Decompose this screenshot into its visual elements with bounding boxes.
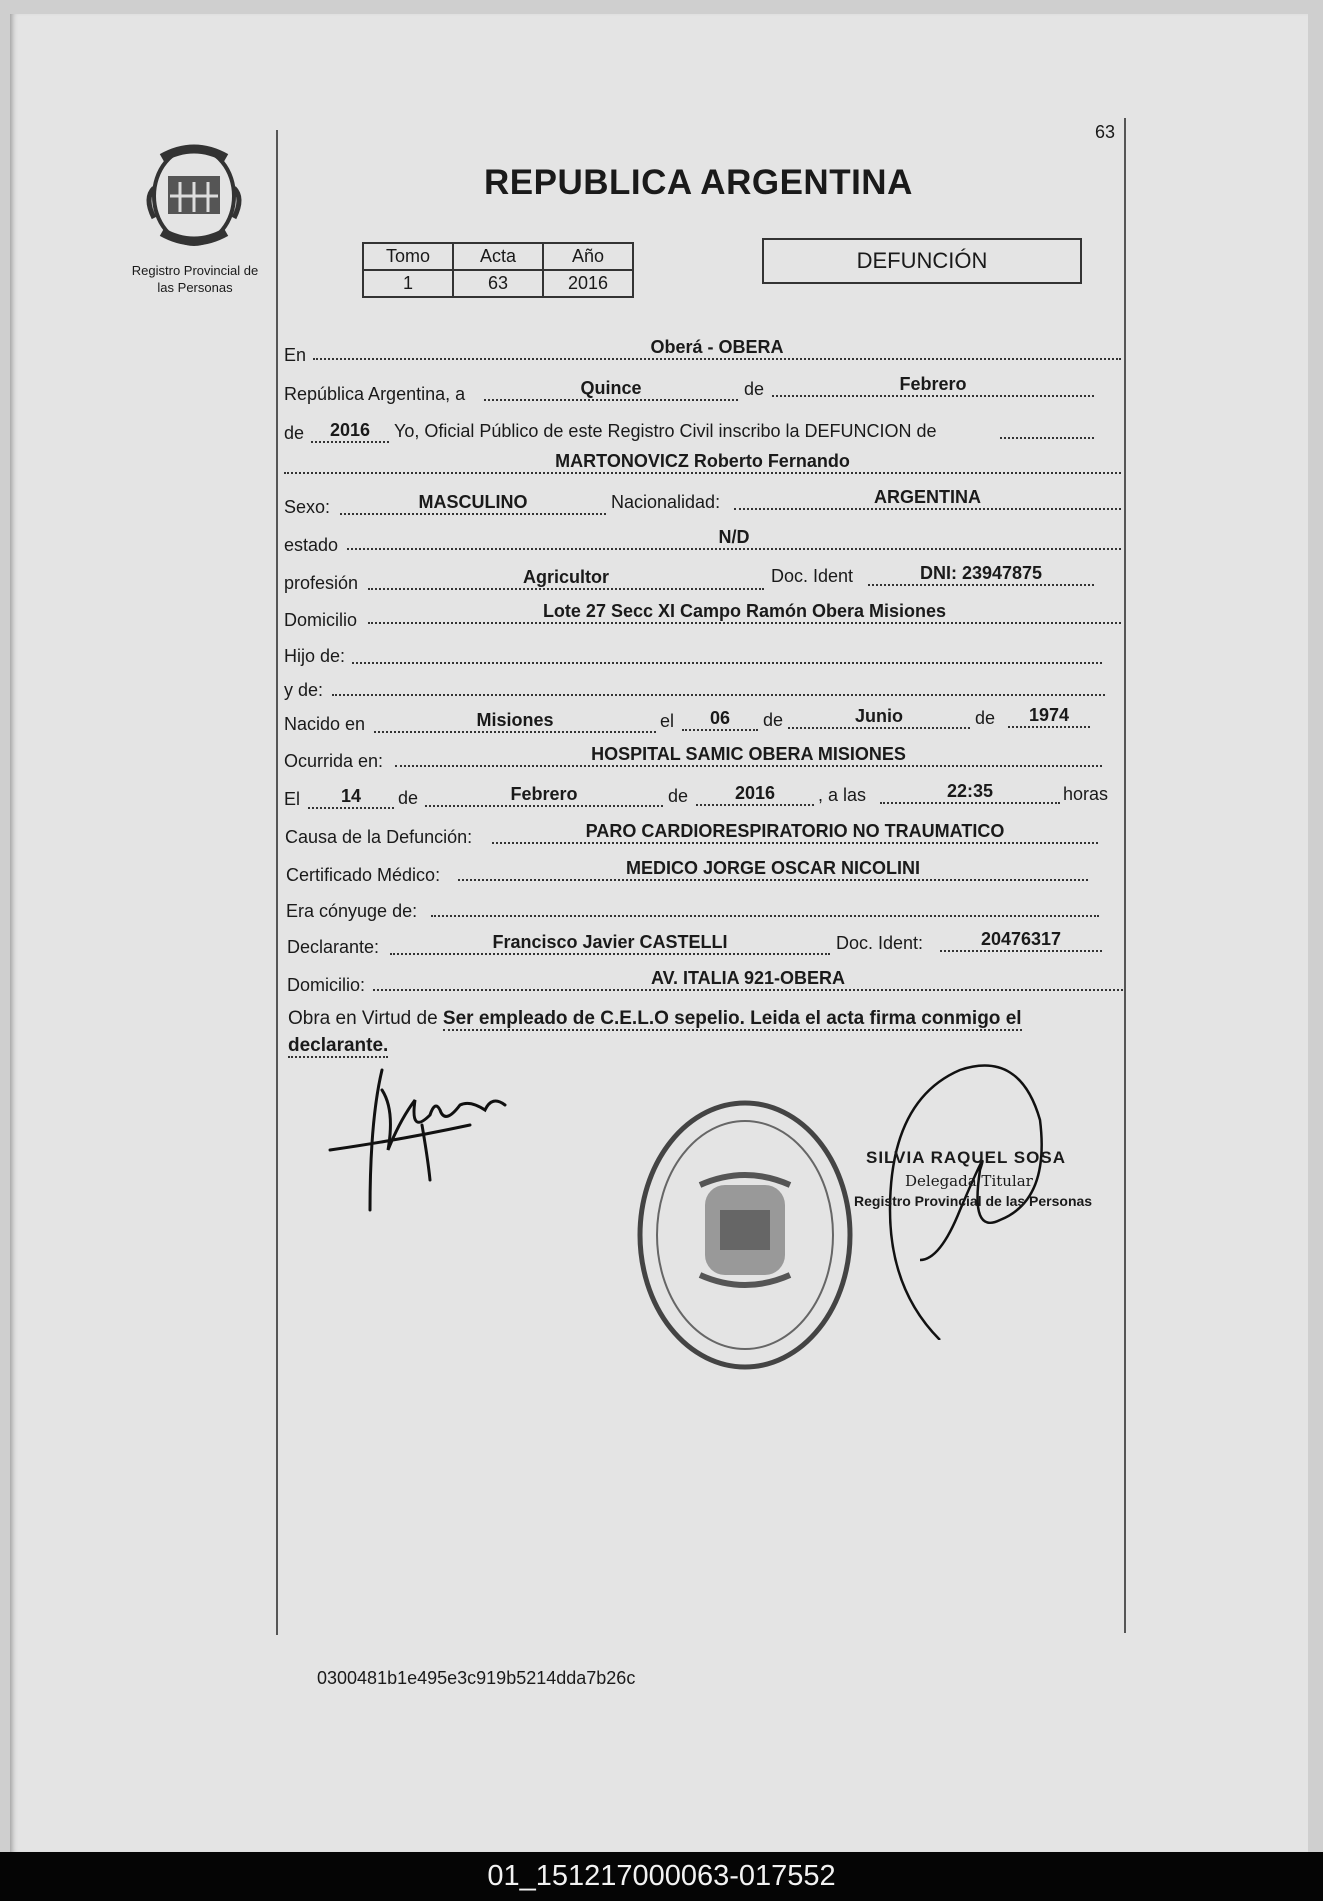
table-value-acta: 63 <box>453 270 543 297</box>
footer-id: 01_151217000063-017552 <box>0 1852 1323 1901</box>
label-de-death-month: de <box>398 788 419 808</box>
field-declarant: Francisco Javier CASTELLI <box>390 931 830 955</box>
label-doc-ident-declarant: Doc. Ident: <box>836 933 924 953</box>
declarant-signature <box>320 1040 520 1220</box>
document-hash: 0300481b1e495e3c919b5214dda7b26c <box>317 1668 636 1688</box>
field-profession: Agricultor <box>368 566 764 590</box>
field-father <box>352 640 1102 664</box>
page-number: 63 <box>1095 122 1116 142</box>
label-en: En <box>284 345 307 365</box>
label-domicilio-declarant: Domicilio: <box>287 975 366 995</box>
field-civil-status: N/D <box>347 526 1121 550</box>
label-ocurrida: Ocurrida en: <box>284 751 384 771</box>
registry-table <box>362 242 634 298</box>
field-death-day: 14 <box>308 785 394 809</box>
left-margin-line <box>276 130 278 1635</box>
field-cause: PARO CARDIORESPIRATORIO NO TRAUMATICO <box>492 820 1098 844</box>
label-de-birth-month: de <box>763 710 784 730</box>
label-republica: República Argentina, a <box>284 384 466 404</box>
table-header-ano: Año <box>543 243 633 270</box>
label-de-year: de <box>284 423 305 443</box>
field-deceased-name: MARTONOVICZ Roberto Fernando <box>284 450 1121 474</box>
field-day-words: Quince <box>484 377 738 401</box>
registry-caption: Registro Provincial de las Personas <box>131 263 259 295</box>
table-value-ano: 2016 <box>543 270 633 297</box>
coat-of-arms-logo <box>140 138 248 256</box>
field-year: 2016 <box>311 419 389 443</box>
label-el-date: El <box>284 789 301 809</box>
field-mother <box>332 672 1105 696</box>
field-spouse <box>431 893 1099 917</box>
label-certificado: Certificado Médico: <box>286 865 441 885</box>
field-month: Febrero <box>772 373 1094 397</box>
document-title: REPUBLICA ARGENTINA <box>484 163 913 202</box>
right-margin-line <box>1124 118 1126 1633</box>
official-name: SILVIA RAQUEL SOSA <box>866 1148 1066 1167</box>
official-registry: Registro Provincial de las Personas <box>854 1193 1093 1209</box>
label-a-las: , a las <box>818 785 867 805</box>
field-birth-day: 06 <box>682 707 758 731</box>
label-doc-ident: Doc. Ident <box>771 566 854 586</box>
field-virtue: Ser empleado de C.E.L.O sepelio. Leida el acta firma conmigo el declarante. <box>288 1008 1022 1056</box>
official-role: Delegada Titular <box>905 1172 1033 1190</box>
label-horas: horas <box>1063 784 1109 804</box>
table-header-tomo: Tomo <box>363 243 453 270</box>
label-profesion: profesión <box>284 573 359 593</box>
label-de-death-year: de <box>668 786 689 806</box>
field-doctor: MEDICO JORGE OSCAR NICOLINI <box>458 857 1088 881</box>
field-sex: MASCULINO <box>340 491 606 515</box>
label-de: de <box>744 379 765 399</box>
field-declarant-doc: 20476317 <box>940 928 1102 952</box>
label-de-birth-year: de <box>975 708 996 728</box>
field-blank-after-de <box>1000 415 1094 439</box>
field-death-month: Febrero <box>425 783 663 807</box>
label-domicilio: Domicilio <box>284 610 358 630</box>
field-doc: DNI: 23947875 <box>868 562 1094 586</box>
field-death-place: HOSPITAL SAMIC OBERA MISIONES <box>395 743 1102 767</box>
label-nacido: Nacido en <box>284 714 366 734</box>
field-birth-year: 1974 <box>1008 704 1090 728</box>
label-estado: estado <box>284 535 339 555</box>
label-conyuge: Era cónyuge de: <box>286 901 418 921</box>
field-address: Lote 27 Secc XI Campo Ramón Obera Misiones <box>368 600 1121 624</box>
table-header-acta: Acta <box>453 243 543 270</box>
table-value-tomo: 1 <box>363 270 453 297</box>
record-type-box: DEFUNCIÓN <box>762 238 1082 284</box>
label-nacionalidad: Nacionalidad: <box>611 492 721 512</box>
field-declarant-address: AV. ITALIA 921-OBERA <box>373 967 1123 991</box>
label-sexo: Sexo: <box>284 497 331 517</box>
field-nationality: ARGENTINA <box>734 486 1121 510</box>
label-hijo: Hijo de: <box>284 646 346 666</box>
field-death-year: 2016 <box>696 782 814 806</box>
label-el: el <box>660 711 675 731</box>
field-birth-month: Junio <box>788 705 970 729</box>
label-y-de: y de: <box>284 680 324 700</box>
label-declarante: Declarante: <box>287 937 380 957</box>
field-birth-place: Misiones <box>374 709 656 733</box>
field-place: Oberá - OBERA <box>313 336 1121 360</box>
label-yo: Yo, Oficial Público de este Registro Civil inscribo la DEFUNCION de <box>394 421 937 441</box>
label-causa: Causa de la Defunción: <box>285 827 473 847</box>
label-obra: Obra en Virtud de <box>288 1008 438 1029</box>
official-stamp <box>630 1095 860 1375</box>
field-death-time: 22:35 <box>880 780 1060 804</box>
